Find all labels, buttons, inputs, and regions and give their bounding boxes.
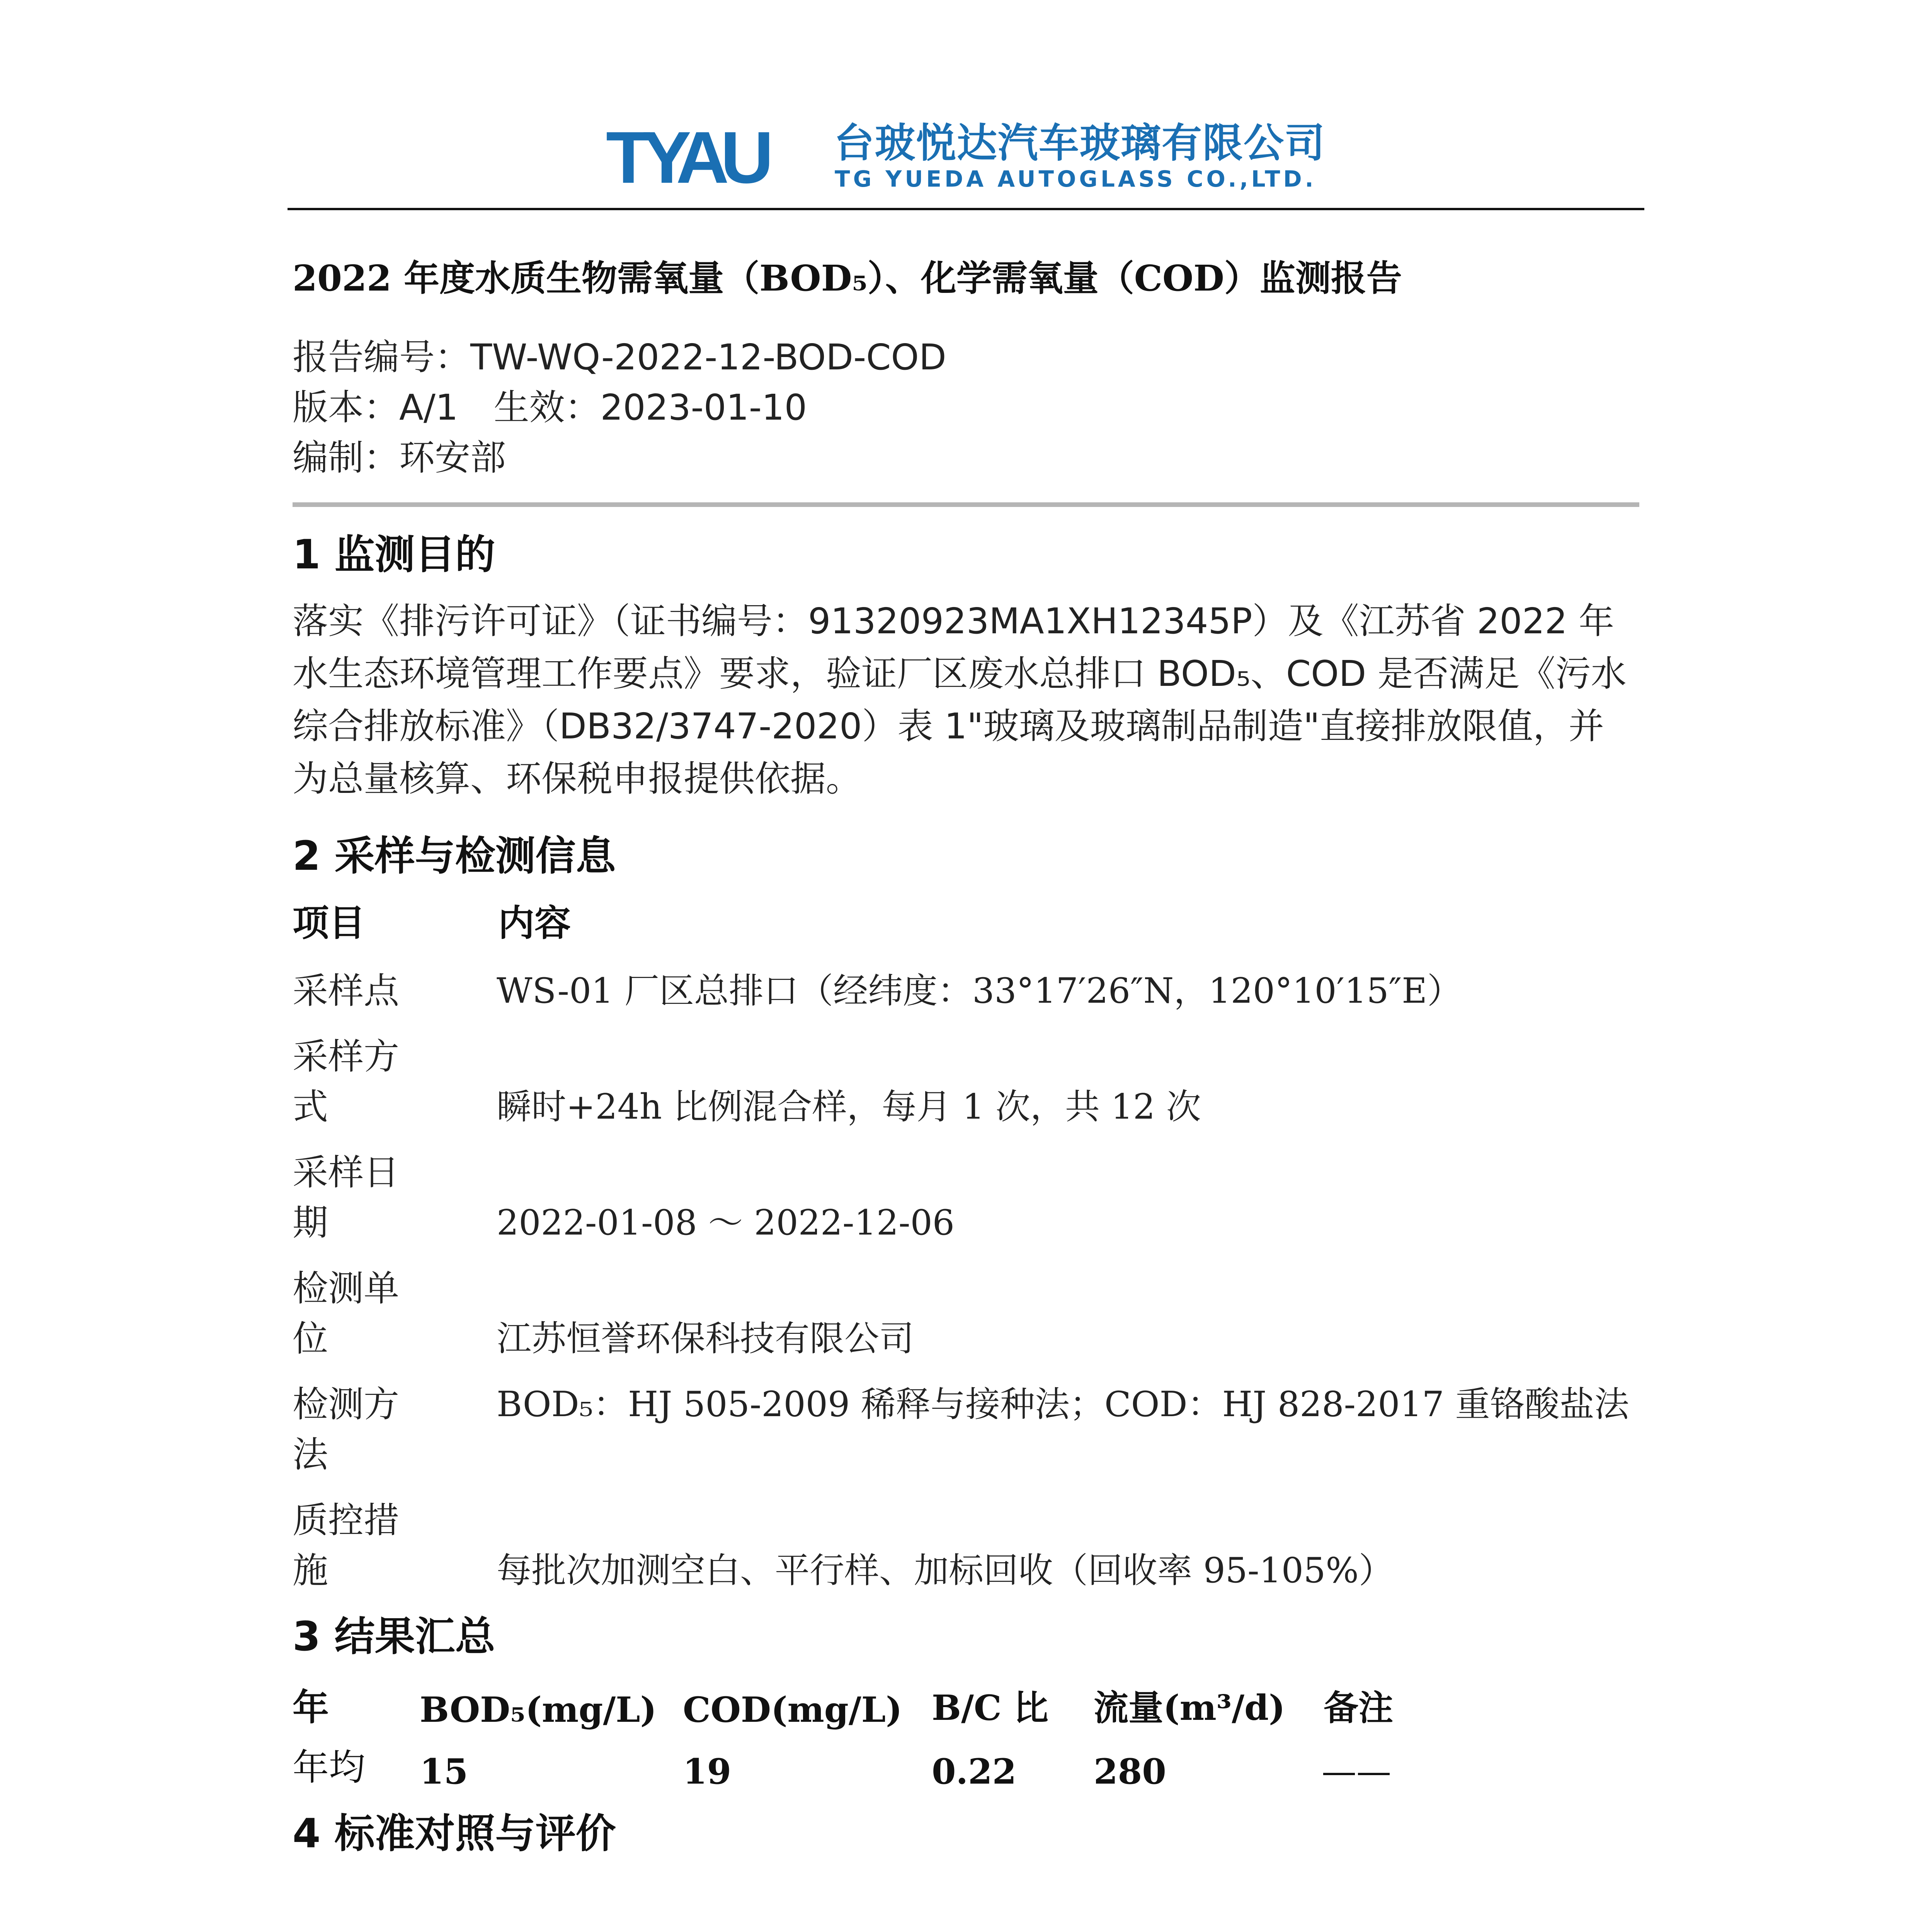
company-logo [606, 117, 1326, 199]
section-2-heading: 2 采样与检测信息 [293, 832, 616, 879]
results-header-cod: COD(mg/L) [683, 1689, 902, 1730]
results-cell-bc-ratio: 0.22 [932, 1751, 1017, 1792]
results-header-bc-ratio: B/C 比 [932, 1687, 1048, 1728]
section-3-heading: 3 结果汇总 [293, 1613, 495, 1660]
logo-company-name-en: TG YUEDA AUTOGLASS CO.,LTD. [835, 166, 1317, 192]
results-header-remark: 备注 [1324, 1687, 1393, 1728]
table-header-item: 项目 [293, 902, 366, 944]
row-label: 采样方式 [293, 1036, 400, 1128]
table-header-content: 内容 [498, 902, 571, 944]
results-cell-flow: 280 [1094, 1751, 1166, 1792]
results-cell-year: 年均 [293, 1747, 366, 1789]
row-value: 江苏恒誉环保科技有限公司 [497, 1318, 914, 1359]
report-version: 版本：A/1 生效：2023-01-10 [293, 387, 807, 428]
row-label: 质控措施 [293, 1500, 400, 1591]
row-value: BOD₅：HJ 505-2009 稀释与接种法；COD：HJ 828-2017 重铬酸盐法 [497, 1384, 1629, 1425]
section-divider [293, 502, 1639, 507]
section-1-text: 落实《排污许可证》（证书编号：91320923MA1XH12345P）及《江苏省 2022 年水生态环境管理工作要点》要求，验证厂区废水总排口 BOD₅、COD 是否满足《污水综合排放标准》（DB32/3747-2020）表 1"玻璃及玻璃制品制造"直接排放限值，并为总量核算、环保税申报提供依据。 [293, 600, 1627, 799]
results-cell-cod: 19 [683, 1751, 732, 1792]
row-value: 2022-01-08 ～ 2022-12-06 [497, 1202, 955, 1243]
row-value: WS-01 厂区总排口（经纬度：33°17′26″N，120°10′15″E） [497, 971, 1462, 1011]
document-title: 2022 年度水质生物需氧量（BOD₅）、化学需氧量（COD）监测报告 [293, 257, 1402, 299]
section-1-heading: 1 监测目的 [293, 531, 495, 578]
results-cell-remark: —— [1322, 1751, 1391, 1792]
row-value: 瞬时+24h 比例混合样，每月 1 次，共 12 次 [497, 1087, 1201, 1127]
results-header-bod: BOD₅(mg/L) [420, 1689, 657, 1730]
report-author: 编制：环安部 [293, 437, 506, 478]
row-label: 采样日期 [293, 1152, 400, 1243]
logo-mark: TYAU [606, 117, 765, 199]
header-divider [288, 208, 1644, 210]
row-label: 检测单位 [293, 1268, 400, 1359]
row-label: 检测方法 [293, 1384, 400, 1475]
results-header-year: 年 [293, 1687, 329, 1729]
report-number: 报告编号：TW-WQ-2022-12-BOD-COD [293, 337, 946, 378]
row-label: 采样点 [293, 970, 400, 1012]
section-4-heading: 4 标准对照与评价 [293, 1810, 616, 1857]
results-cell-bod: 15 [420, 1751, 468, 1792]
results-header-flow: 流量(m³/d) [1094, 1687, 1285, 1728]
logo-company-name-cn: 台玻悦达汽车玻璃有限公司 [834, 119, 1326, 167]
row-value: 每批次加测空白、平行样、加标回收（回收率 95-105%） [497, 1550, 1394, 1591]
